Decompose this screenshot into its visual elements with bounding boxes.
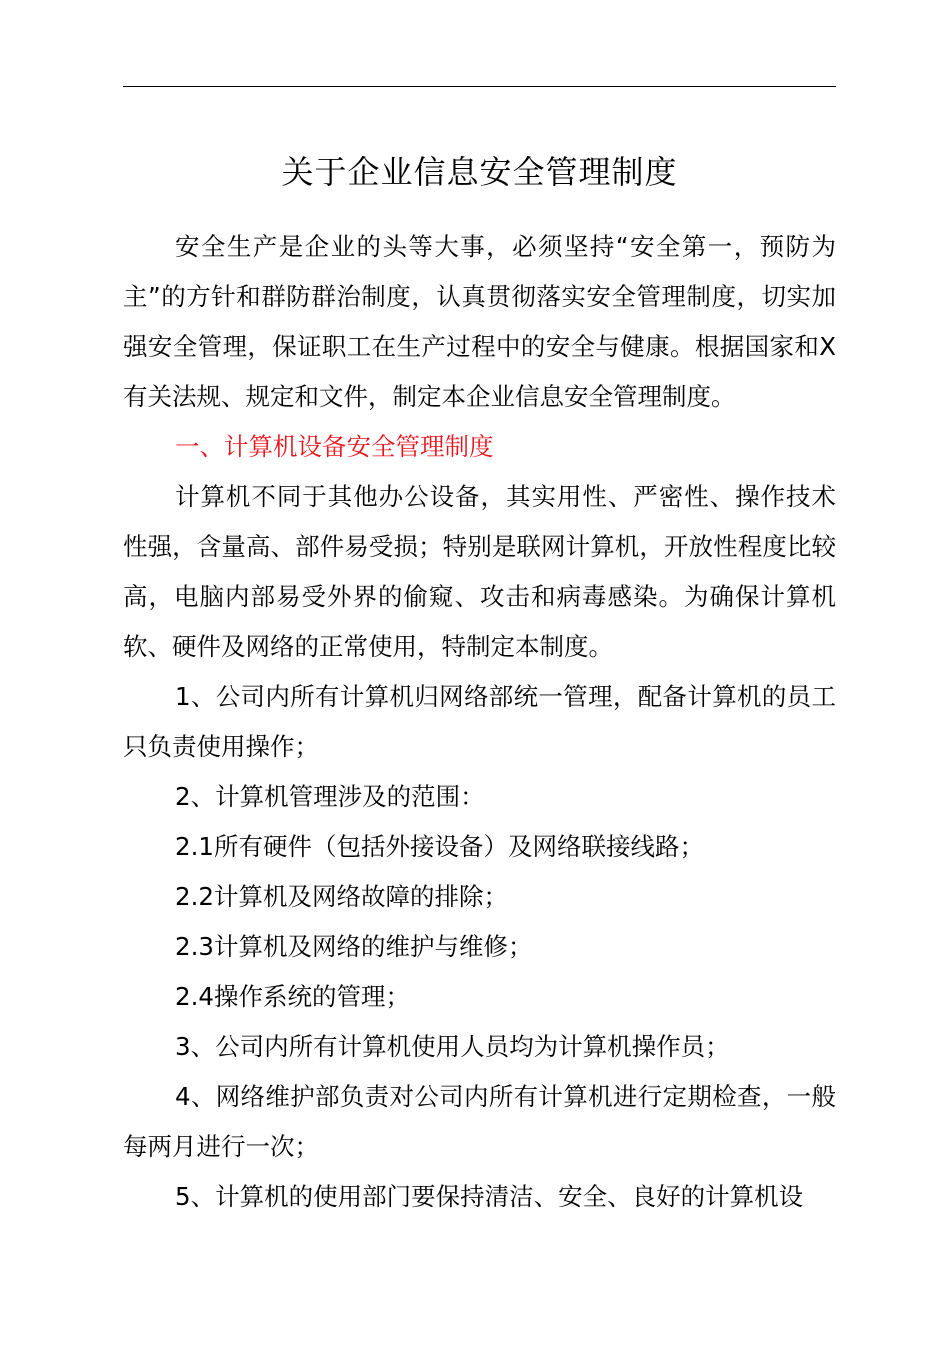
clause-1: 1、公司内所有计算机归网络部统一管理，配备计算机的员工只负责使用操作； [123, 682, 836, 761]
document-body [123, 222, 836, 1222]
section-heading: 一、计算机设备安全管理制度 [175, 432, 494, 461]
clause-2: 2、计算机管理涉及的范围： [175, 782, 485, 811]
clause-3: 3、公司内所有计算机使用人员均为计算机操作员； [175, 1032, 730, 1061]
intro-paragraph: 安全生产是企业的头等大事，必须坚持“安全第一，预防为主”的方针和群防群治制度，认真贯彻落实安全管理制度，切实加强安全管理，保证职工在生产过程中的安全与健康。根据国家和X有关法规、规定和文件，制定本企业信息安全管理制度。 [123, 232, 836, 411]
header-rule [123, 86, 836, 87]
clause-2-1: 2.1所有硬件（包括外接设备）及网络联接线路； [175, 832, 704, 861]
clause-5: 5、计算机的使用部门要保持清洁、安全、良好的计算机设 [175, 1182, 804, 1211]
document-title: 关于企业信息安全管理制度 [281, 153, 678, 191]
clause-4: 4、网络维护部负责对公司内所有计算机进行定期检查，一般每两月进行一次； [123, 1082, 836, 1161]
clause-2-2: 2.2计算机及网络故障的排除； [175, 882, 508, 911]
clause-2-3: 2.3计算机及网络的维护与维修； [175, 932, 533, 961]
clause-2-4: 2.4操作系统的管理； [175, 982, 410, 1011]
section-intro-paragraph: 计算机不同于其他办公设备，其实用性、严密性、操作技术性强，含量高、部件易受损；特别是联网计算机，开放性程度比较高，电脑内部易受外界的偷窥、攻击和病毒感染。为确保计算机软、硬件及网络的正常使用，特制定本制度。 [123, 482, 836, 661]
